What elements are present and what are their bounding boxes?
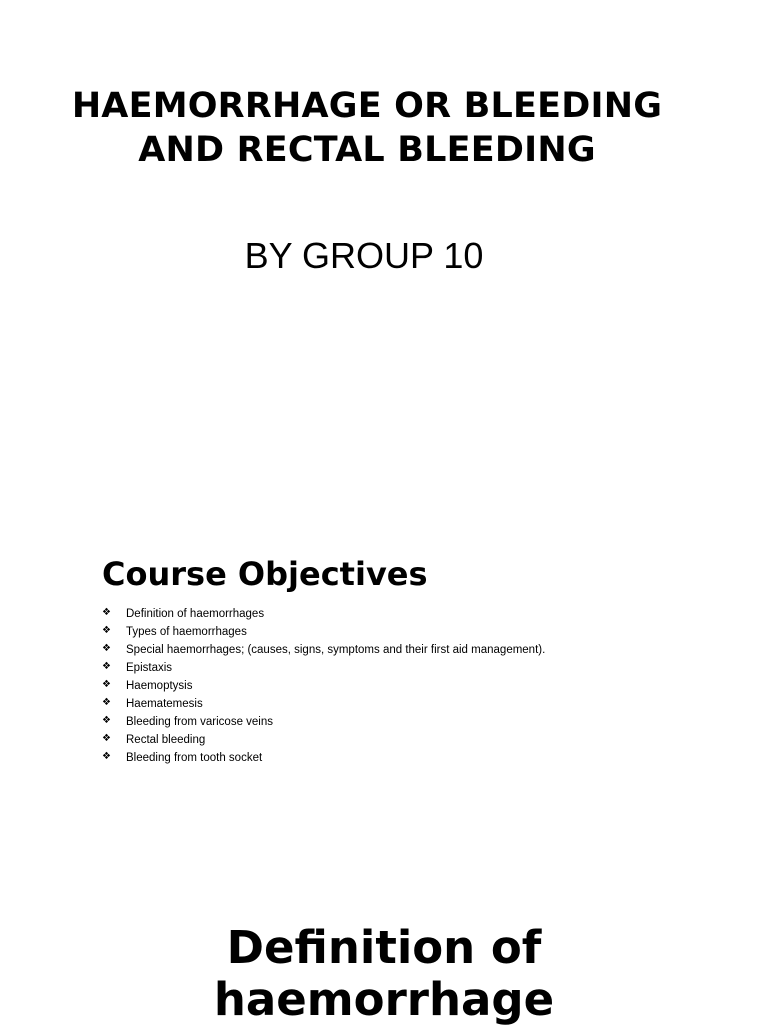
list-item-text: Types of haemorrhages bbox=[126, 626, 247, 638]
title-line-2: AND RECTAL BLEEDING bbox=[138, 130, 596, 170]
list-item bbox=[102, 731, 545, 749]
diamond-bullet-icon: ❖ bbox=[102, 751, 111, 762]
list-item-text: Haemoptysis bbox=[126, 680, 193, 692]
title-slide bbox=[0, 0, 768, 460]
list-item bbox=[102, 659, 545, 677]
list-item-text: Definition of haemorrhages bbox=[126, 608, 265, 620]
list-item bbox=[102, 695, 545, 713]
diamond-bullet-icon: ❖ bbox=[102, 643, 111, 654]
diamond-bullet-icon: ❖ bbox=[102, 697, 111, 708]
objectives-slide bbox=[0, 540, 768, 840]
list-item-text: Haematemesis bbox=[126, 698, 203, 710]
list-item-text: Rectal bleeding bbox=[126, 734, 206, 746]
diamond-bullet-icon: ❖ bbox=[102, 679, 111, 690]
diamond-bullet-icon: ❖ bbox=[102, 733, 111, 744]
presentation-subtitle: BY GROUP 10 bbox=[244, 235, 484, 276]
list-item bbox=[102, 605, 545, 623]
objectives-heading: Course Objectives bbox=[102, 555, 428, 593]
diamond-bullet-icon: ❖ bbox=[102, 607, 111, 618]
list-item-text: Bleeding from varicose veins bbox=[126, 716, 274, 728]
presentation-title bbox=[0, 84, 734, 172]
diamond-bullet-icon: ❖ bbox=[102, 715, 111, 726]
definition-title-line-1: Definition of bbox=[226, 921, 542, 974]
list-item-text: Special haemorrhages; (causes, signs, symptoms and their first aid management). bbox=[126, 644, 546, 656]
list-item-text: Epistaxis bbox=[126, 662, 173, 674]
definition-title-line-2: haemorrhage bbox=[213, 973, 555, 1026]
list-item bbox=[102, 623, 545, 641]
list-item bbox=[102, 713, 545, 731]
diamond-bullet-icon: ❖ bbox=[102, 625, 111, 636]
list-item bbox=[102, 749, 545, 767]
definition-slide bbox=[0, 900, 768, 1024]
diamond-bullet-icon: ❖ bbox=[102, 661, 111, 672]
list-item bbox=[102, 677, 545, 695]
definition-title bbox=[0, 922, 768, 1026]
objectives-list bbox=[102, 605, 545, 767]
list-item-text: Bleeding from tooth socket bbox=[126, 752, 263, 764]
title-line-1: HAEMORRHAGE OR BLEEDING bbox=[71, 86, 663, 126]
list-item bbox=[102, 641, 545, 659]
